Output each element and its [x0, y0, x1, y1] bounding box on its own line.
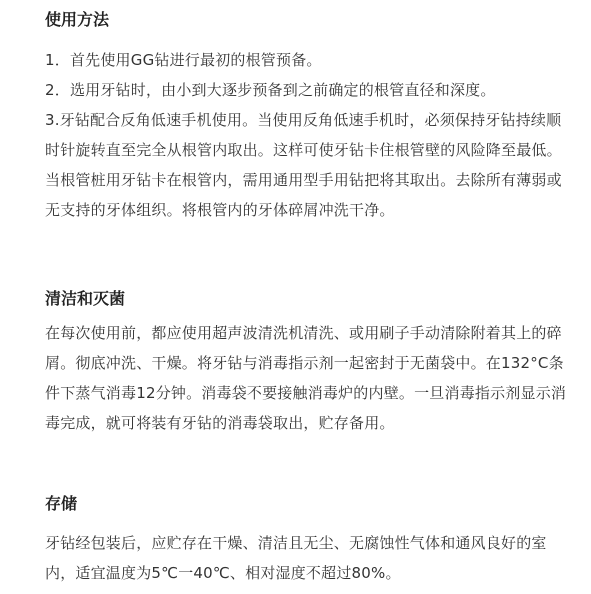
- section-title-usage: 使用方法: [45, 10, 110, 29]
- cleaning-text: 在每次使用前，都应使用超声波清洗机清洗、或用刷子手动清除附着其上的碎屑。彻底冲洗、干燥。将牙钻与消毒指示剂一起密封于无菌袋中。在132°C条件下蒸气消毒12分钟。消毒袋不要接触消毒炉的内壁。一旦消毒指示剂显示消毒完成，就可将装有牙钻的消毒袋取出，贮存备用。: [45, 324, 567, 432]
- usage-step-2: 2．选用牙钻时，由小到大逐步预备到之前确定的根管直径和深度。: [45, 81, 496, 99]
- usage-step-3: 3.牙钻配合反角低速手机使用。当使用反角低速手机时，必须保持牙钻持续顺时针旋转直至完全从根管内取出。这样可使牙钻卡住根管壁的风险降至最低。当根管桩用牙钻卡在根管内，需用通用型手用钻把将其取出。去除所有薄弱或无支持的牙体组织。将根管内的牙体碎屑冲洗干净。: [45, 111, 562, 219]
- section-title-storage: 存储: [45, 494, 78, 513]
- usage-step-1: 1．首先使用GG钻进行最初的根管预备。: [45, 51, 322, 69]
- storage-text: 牙钻经包装后，应贮存在干燥、清洁且无尘、无腐蚀性气体和通风良好的室内，适宜温度为5℃一40℃、相对湿度不超过80%。: [45, 534, 547, 582]
- section-title-cleaning: 清洁和灭菌: [45, 289, 126, 308]
